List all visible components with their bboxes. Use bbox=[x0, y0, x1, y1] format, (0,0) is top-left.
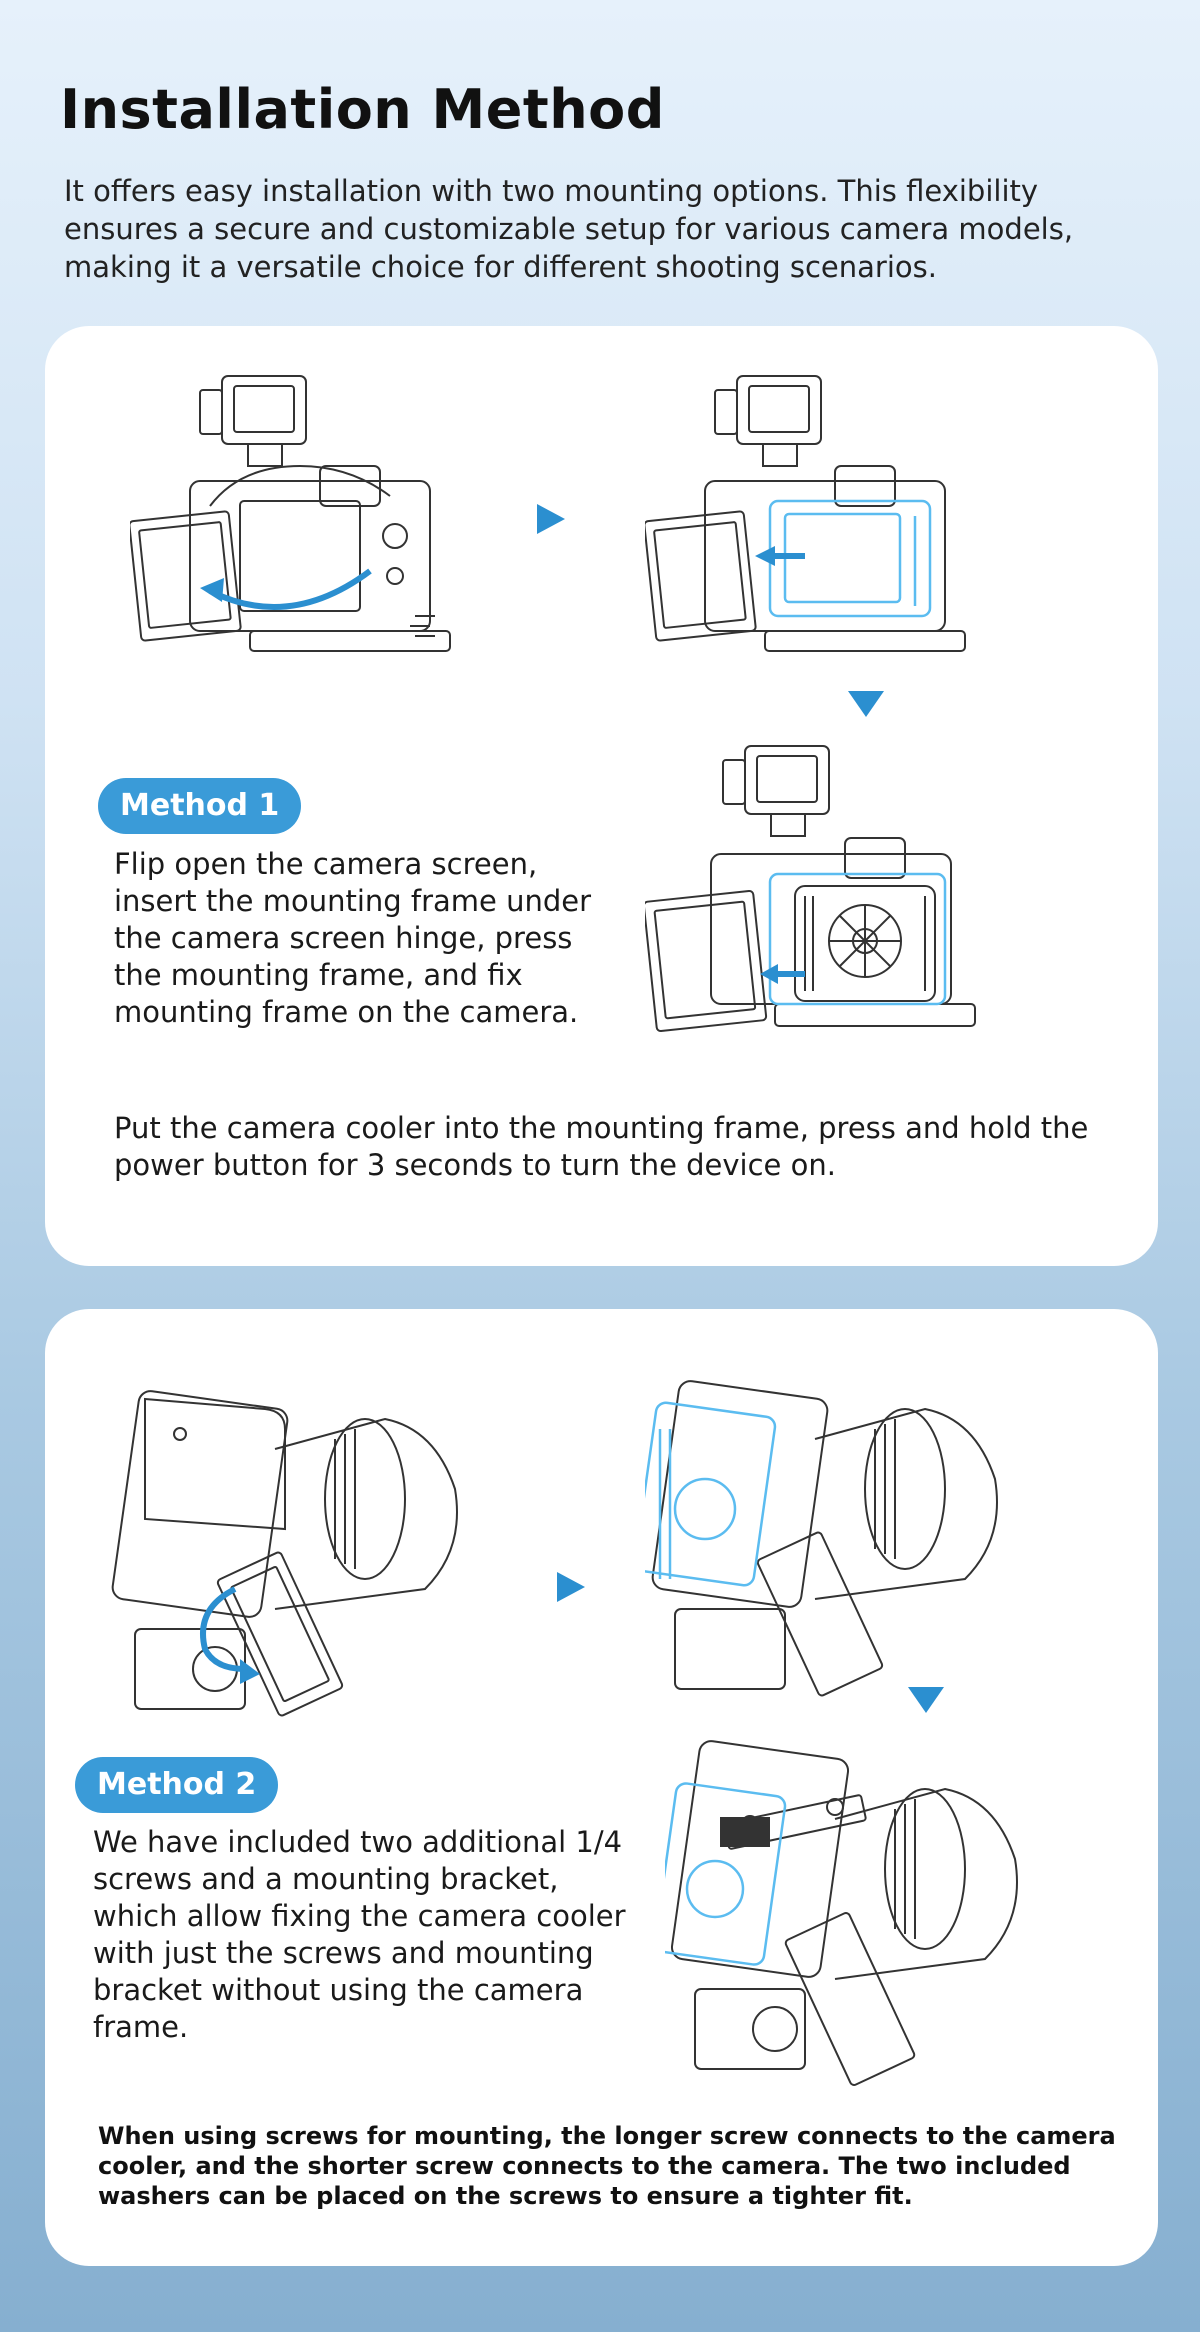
mounting-bracket-screws-illustration bbox=[665, 1729, 1045, 2109]
arrow-down-icon bbox=[908, 1687, 944, 1713]
method-1-card bbox=[45, 326, 1158, 1266]
page-title: Installation Method bbox=[60, 78, 665, 141]
method-2-card bbox=[45, 1309, 1158, 2266]
method-2-step-text: We have included two additional 1/4 screws and a mounting bracket, which allow fixing the camera cooler with just the screws and mounting bracket without using the camera frame. bbox=[93, 1825, 626, 2044]
method-2-screw-note: When using screws for mounting, the longer screw connects to the camera cooler, and the shorter screw connects to the camera. The two included washers can be placed on the screws to ensure a tighter fit. bbox=[98, 2122, 1116, 2210]
arrow-right-icon bbox=[557, 1572, 585, 1602]
method-1-badge: Method 1 bbox=[98, 778, 301, 834]
camera-lens-cooler-illustration bbox=[645, 1369, 1025, 1709]
intro-paragraph: It offers easy installation with two mounting options. This flexibility ensures a secure and customizable setup for various camera models, making it a versatile choice for different shooting scenarios. bbox=[64, 174, 1074, 284]
camera-lens-screen-flip-illustration bbox=[105, 1379, 485, 1739]
camera-cooler-attached-illustration bbox=[645, 736, 985, 1056]
mounting-frame-insert-illustration bbox=[645, 366, 975, 666]
arrow-down-icon bbox=[848, 691, 884, 717]
arrow-right-icon bbox=[537, 504, 565, 534]
method-1-cooler-text: Put the camera cooler into the mounting frame, press and hold the power button for 3 seconds to turn the device on. bbox=[114, 1111, 1089, 1182]
camera-back-screen-flip-illustration bbox=[130, 366, 460, 666]
method-2-badge: Method 2 bbox=[75, 1757, 278, 1813]
method-1-step-text: Flip open the camera screen, insert the mounting frame under the camera screen hinge, press the mounting frame, and fix mounting frame on the camera. bbox=[114, 847, 592, 1029]
